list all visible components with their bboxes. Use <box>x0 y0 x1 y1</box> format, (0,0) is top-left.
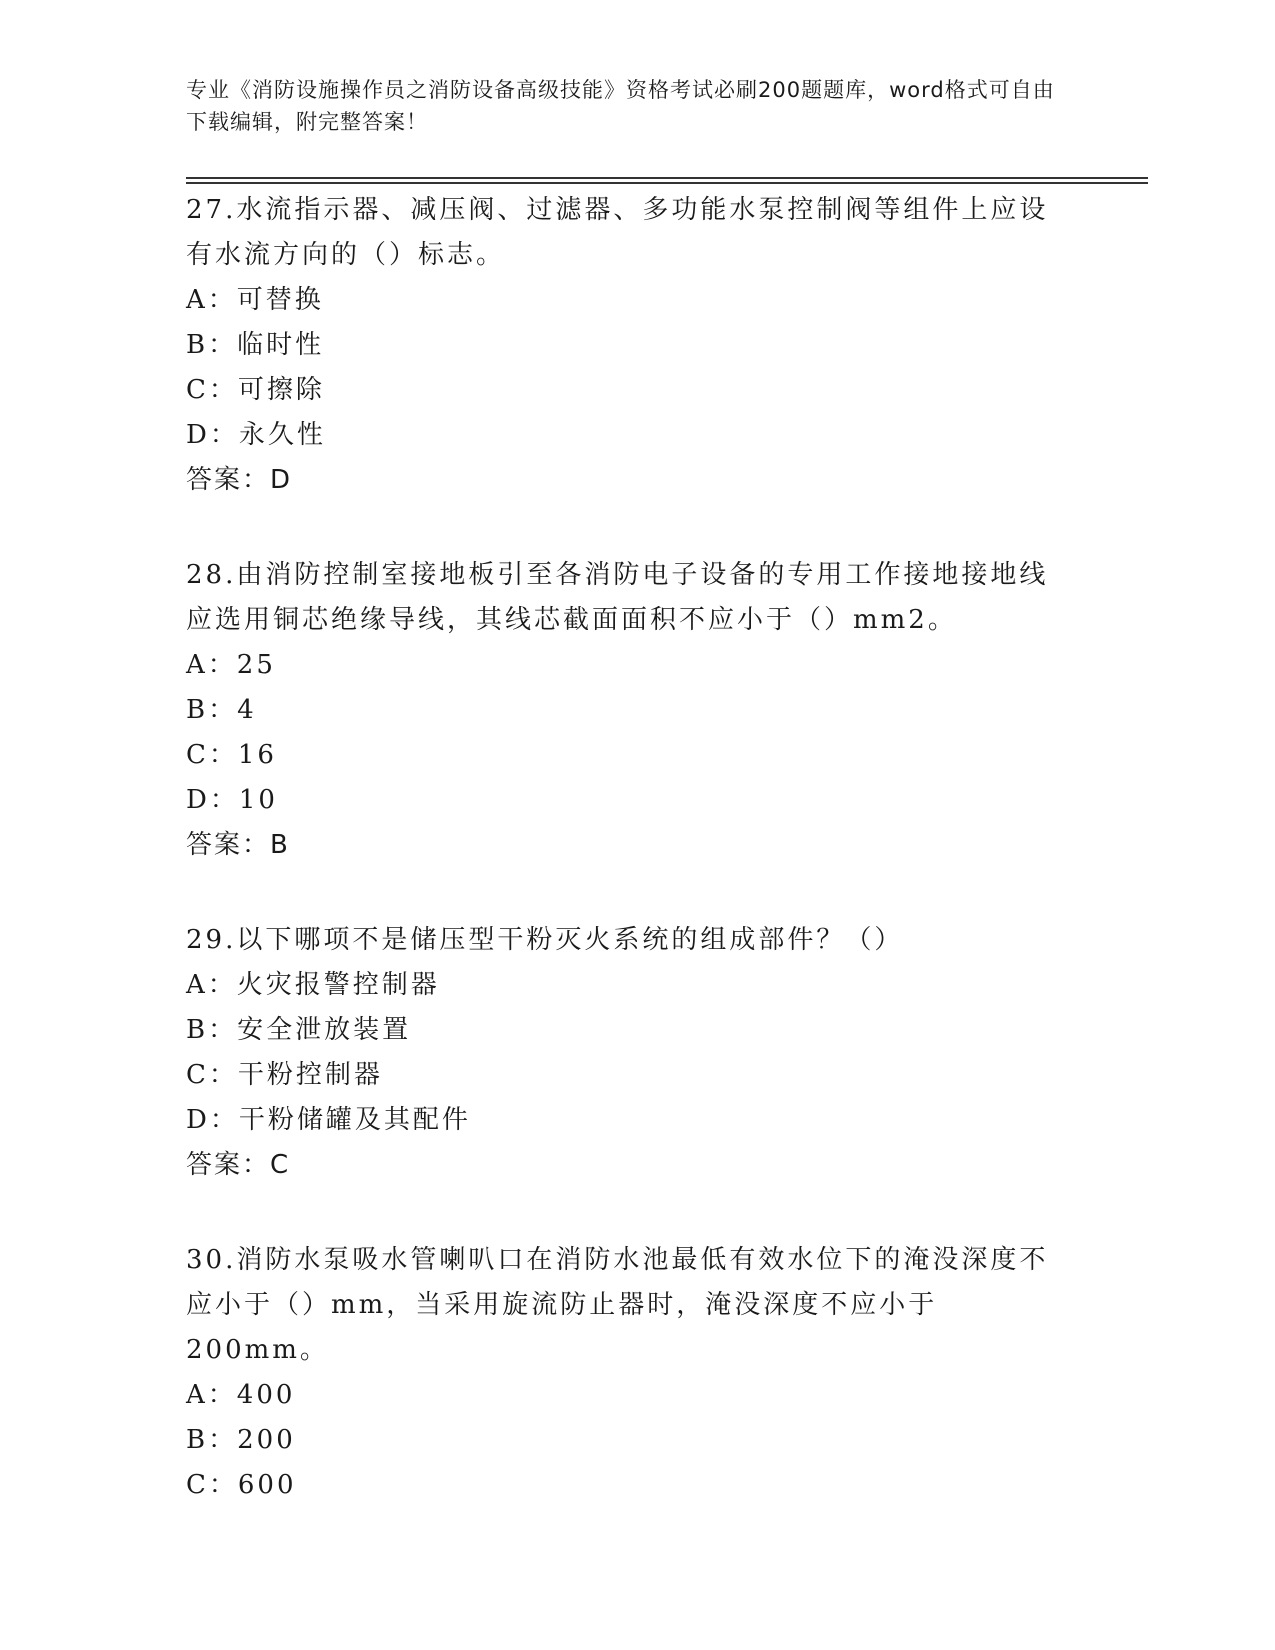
question-list <box>186 188 1076 1558</box>
document-header: 专业《消防设施操作员之消防设备高级技能》资格考试必刷200题题库，word格式可自由下载编辑，附完整答案！ <box>186 78 1055 134</box>
option-a: A：400 <box>186 1380 296 1410</box>
option-c: C：干粉控制器 <box>186 1060 383 1090</box>
answer-label: 答案：D <box>186 465 293 495</box>
option-b: B：4 <box>186 695 257 725</box>
question-stem: 29.以下哪项不是储压型干粉灭火系统的组成部件？（） <box>186 925 904 955</box>
option-c: C：16 <box>186 740 277 770</box>
option-a: A：25 <box>186 650 276 680</box>
question-28 <box>186 553 1076 868</box>
header-divider-bottom <box>186 182 1148 184</box>
option-d: D：10 <box>186 785 278 815</box>
option-c: C：600 <box>186 1470 297 1500</box>
option-d: D：永久性 <box>186 420 326 450</box>
option-c: C：可擦除 <box>186 375 325 405</box>
question-30 <box>186 1238 1076 1508</box>
question-stem: 28.由消防控制室接地板引至各消防电子设备的专用工作接地接地线应选用铜芯绝缘导线，其线芯截面面积不应小于（）mm2。 <box>186 560 1049 635</box>
question-29 <box>186 918 1076 1188</box>
option-d: D：干粉储罐及其配件 <box>186 1105 471 1135</box>
option-a: A：可替换 <box>186 285 324 315</box>
question-stem: 27.水流指示器、减压阀、过滤器、多功能水泵控制阀等组件上应设有水流方向的（）标志。 <box>186 195 1049 270</box>
header-divider-top <box>186 177 1148 179</box>
answer-label: 答案：B <box>186 830 290 860</box>
option-b: B：200 <box>186 1425 296 1455</box>
option-b: B：安全泄放装置 <box>186 1015 412 1045</box>
question-stem: 30.消防水泵吸水管喇叭口在消防水池最低有效水位下的淹没深度不应小于（）mm，当采用旋流防止器时，淹没深度不应小于200mm。 <box>186 1245 1049 1365</box>
option-a: A：火灾报警控制器 <box>186 970 440 1000</box>
question-27 <box>186 188 1076 503</box>
answer-label: 答案：C <box>186 1150 291 1180</box>
option-b: B：临时性 <box>186 330 325 360</box>
